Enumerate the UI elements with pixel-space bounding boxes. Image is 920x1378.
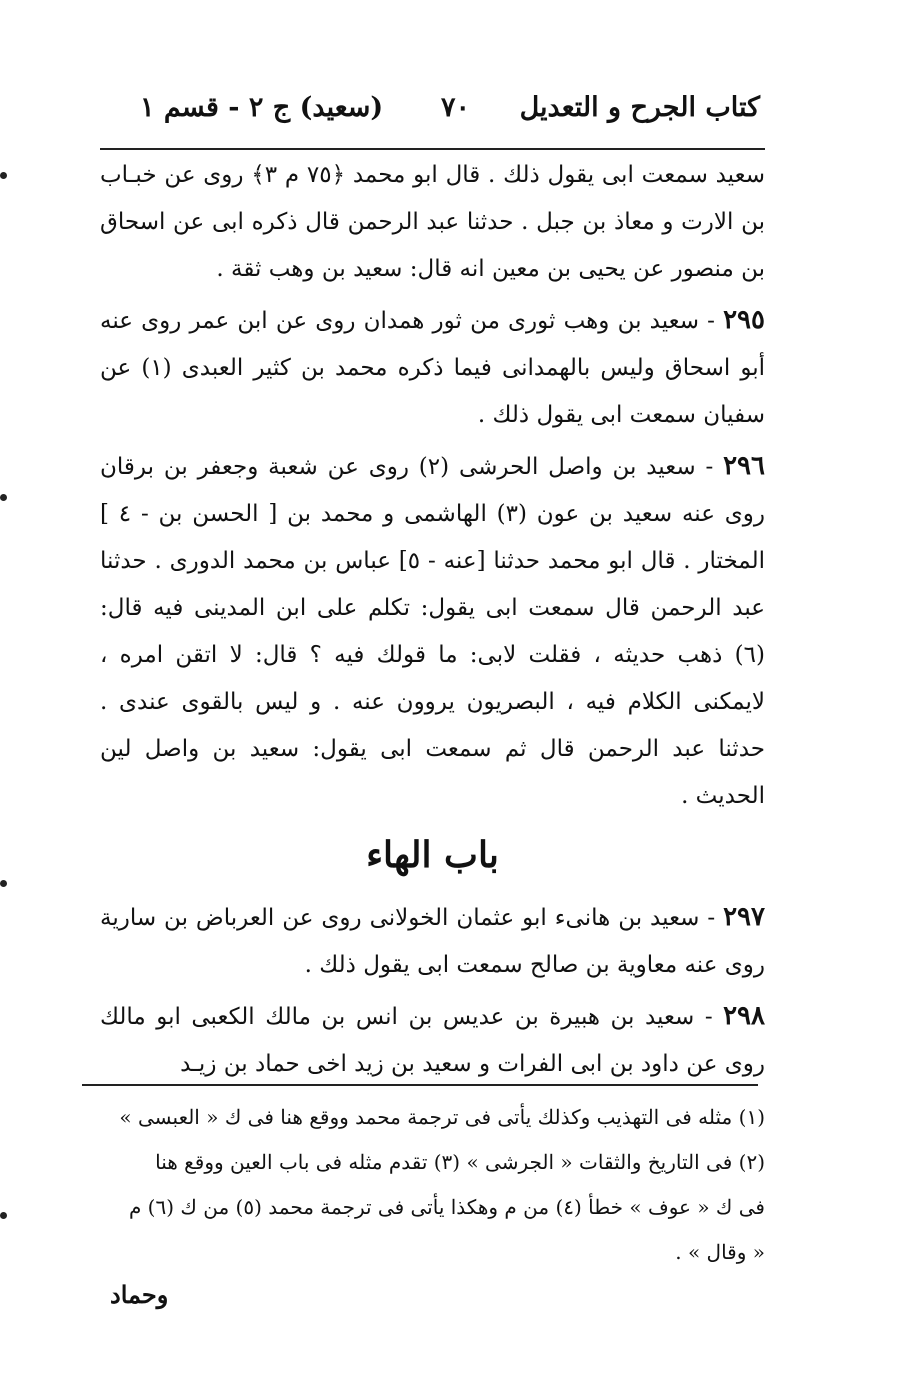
margin-mark: [0, 1212, 7, 1219]
book-title: كتاب الجرح و التعديل: [519, 92, 760, 123]
volume-info: (سعيد) ج ٢ - قسم ١: [140, 92, 384, 123]
entry-297: [100, 894, 765, 989]
entry-number: ٢٩٥: [723, 305, 765, 335]
entry-296: [100, 443, 765, 820]
catchword: وحماد: [110, 1280, 169, 1309]
entry-text: - سعيد بن واصل الحرشى (٢) روى عن شعبة وجعفر بن برقان روى عنه سعيد بن عون (٣) الهاشمى و محمد بن [ الحسن بن - ٤ ] المختار . قال ابو محمد حدثنا [عنه - ٥] عباس بن محمد الدورى . حدثنا عبد الرحمن قال سمعت ابى يقول: تكلم على ابن المدينى فيه قال: (٦) ذهب حديثه ، فقلت لابى: ما قولك فيه ؟ قال: لا اتقن امره ، لايمكنى الكلام فيه ، البصريون يروون عنه . و ليس بالقوى عندى . حدثنا عبد الرحمن قال ثم سمعت ابى يقول: سعيد بن واصل لين الحديث .: [100, 454, 766, 809]
margin-mark: [0, 172, 7, 179]
footnote-line: (٢) فى التاريخ والثقات « الجرشى » (٣) تقدم مثله فى باب العين ووقع هنا: [155, 1150, 765, 1174]
entry-number: ٢٩٧: [723, 902, 765, 932]
footnotes: [100, 1095, 765, 1275]
footnote-line: (١) مثله فى التهذيب وكذلك يأتى فى ترجمة محمد ووقع هنا فى ك « العبسى »: [119, 1105, 765, 1129]
intro-paragraph: سعيد سمعت ابى يقول ذلك . قال ابو محمد ﴿٧٥ م ٣﴾ روى عن خبـاب بن الارت و معاذ بن جبل . حدثنا عبد الرحمن قال ذكره ابى عن اسحاق بن منصور عن يحيى بن معين انه قال: سعيد بن وهب ثقة .: [100, 162, 765, 282]
entry-298: [100, 993, 765, 1088]
entry-295: [100, 297, 765, 439]
margin-mark: [0, 880, 7, 887]
entry-number: ٢٩٦: [723, 451, 765, 481]
header-rule: [100, 148, 765, 150]
footnote-line: « وقال » .: [675, 1240, 765, 1264]
entry-number: ٢٩٨: [723, 1001, 765, 1031]
margin-mark: [0, 494, 7, 501]
entry-text: - سعيد بن وهب ثورى من ثور همدان روى عن ابن عمر روى عنه أبو اسحاق وليس بالهمدانى فيما ذكره محمد بن كثير العبدى (١) عن سفيان سمعت ابى يقول ذلك .: [100, 308, 765, 428]
entry-text: - سعيد بن هبيرة بن عديس بن انس بن مالك الكعبى ابو مالك روى عن داود بن ابى الفرات و سعيد بن زيد اخى حماد بن زيـد: [100, 1004, 765, 1077]
entry-text: - سعيد بن هانىء ابو عثمان الخولانى روى عن العرباض بن سارية روى عنه معاوية بن صالح سمعت ابى يقول ذلك .: [100, 905, 765, 978]
main-text: [100, 152, 765, 1088]
footnote-line: فى ك « عوف » خطأ (٤) من م وهكذا يأتى فى ترجمة محمد (٥) من ك (٦) م: [128, 1195, 765, 1219]
chapter-heading: باب الهاء: [366, 834, 499, 876]
page-number: ٧٠: [440, 92, 470, 123]
running-header: [100, 92, 760, 138]
footnote-rule: [82, 1084, 758, 1086]
